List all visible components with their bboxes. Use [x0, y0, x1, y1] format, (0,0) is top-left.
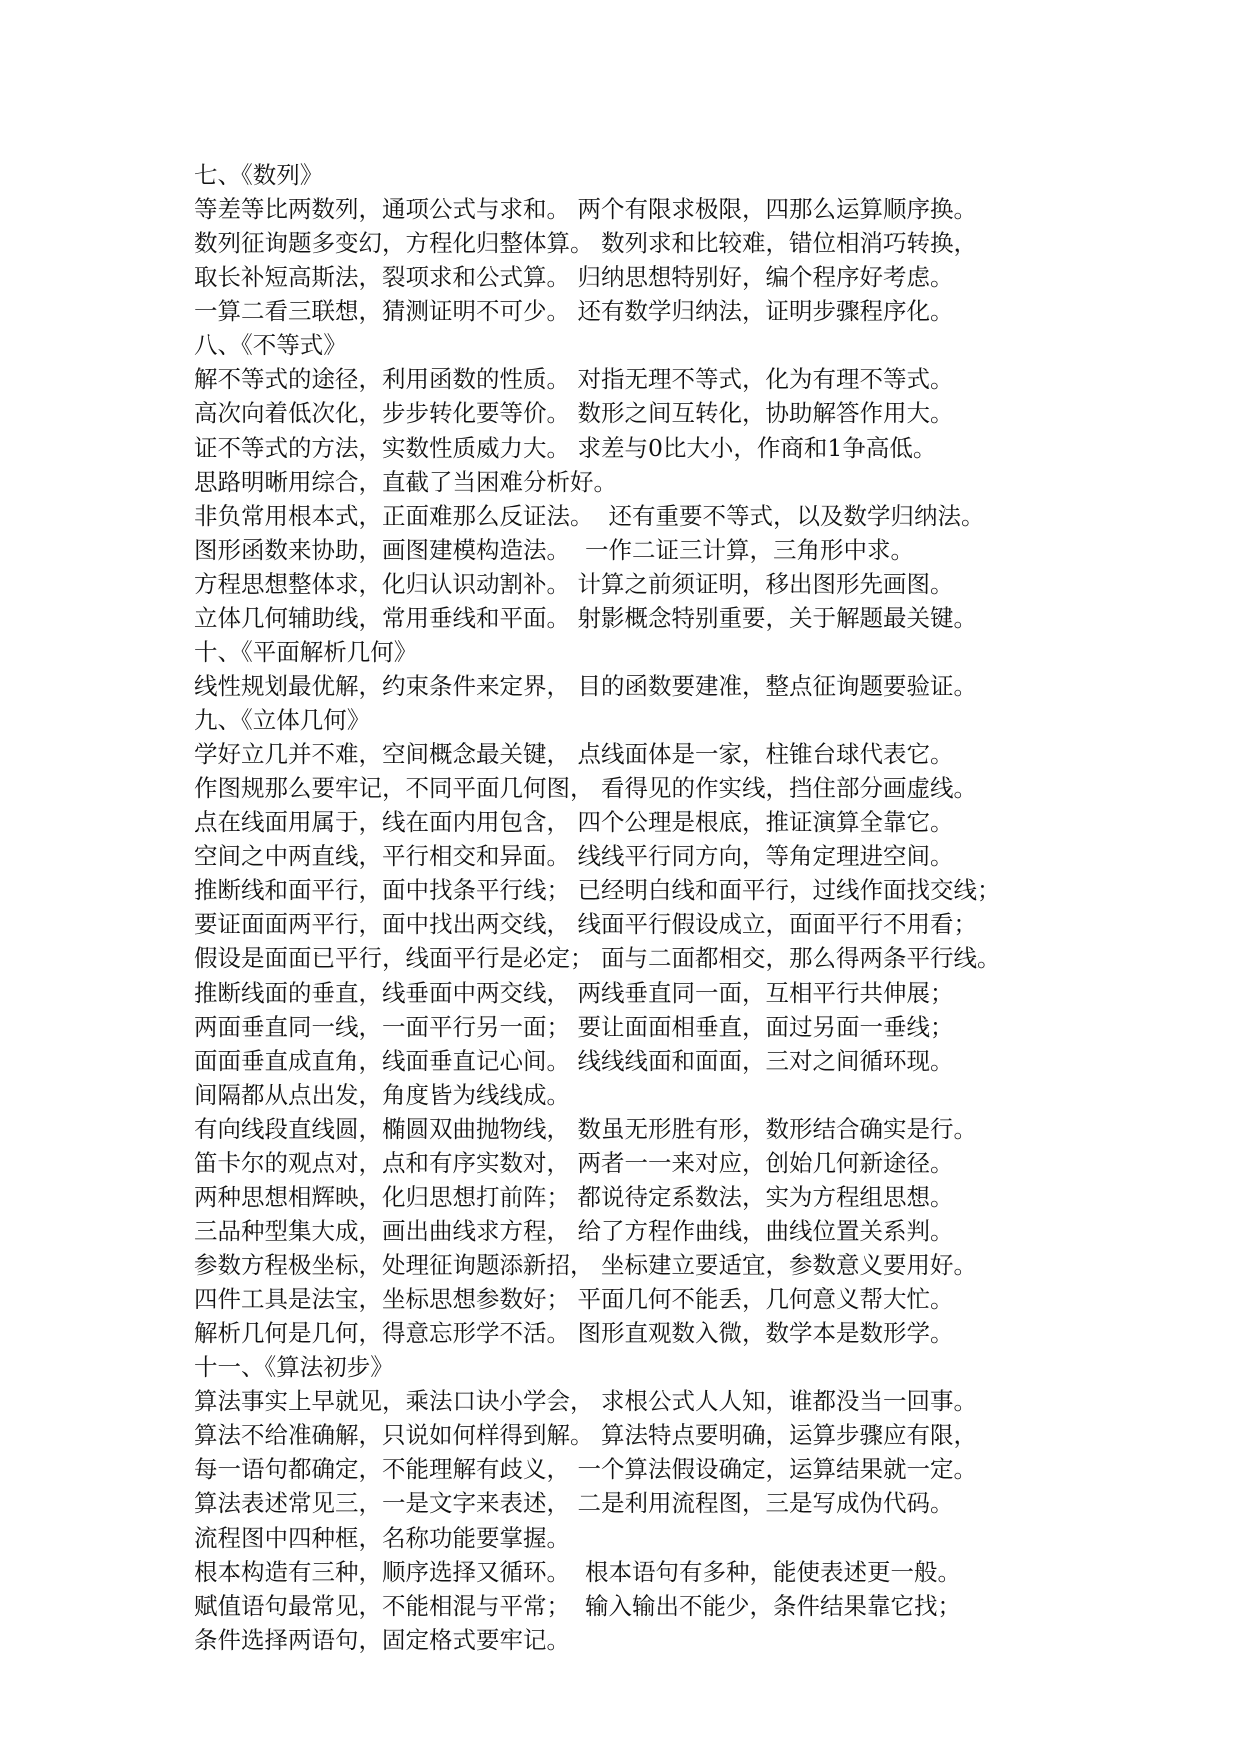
text-line: 立体几何辅助线，常用垂线和平面。 射影概念特别重要，关于解题最关键。	[194, 603, 977, 632]
text-line: 两种思想相辉映，化归思想打前阵； 都说待定系数法，实为方程组思想。	[194, 1182, 954, 1211]
text-line: 线性规划最优解，约束条件来定界， 目的函数要建准，整点征询题要验证。	[194, 671, 977, 700]
text-line: 三品种型集大成，画出曲线求方程， 给了方程作曲线，曲线位置关系判。	[194, 1216, 954, 1245]
text-line: 方程思想整体求，化归认识动割补。 计算之前须证明，移出图形先画图。	[194, 569, 954, 598]
text-line: 点在线面用属于，线在面内用包含， 四个公理是根底，推证演算全靠它。	[194, 808, 954, 837]
text-line: 四件工具是法宝，坐标思想参数好； 平面几何不能丢，几何意义帮大忙。	[194, 1285, 954, 1314]
text-line: 推断线和面平行，面中找条平行线； 已经明白线和面平行，过线作面找交线；	[194, 876, 1001, 905]
text-line: 算法事实上早就见，乘法口诀小学会， 求根公式人人知，谁都没当一回事。	[194, 1387, 977, 1416]
text-line: 九、《立体几何》	[194, 706, 371, 734]
text-line: 要证面面两平行，面中找出两交线， 线面平行假设成立，面面平行不用看；	[194, 910, 977, 939]
text-line: 思路明晰用综合，直截了当困难分析好。	[194, 467, 617, 496]
text-line: 十、《平面解析几何》	[194, 637, 418, 666]
text-line: 假设是面面已平行，线面平行是必定； 面与二面都相交，那么得两条平行线。	[194, 944, 1001, 973]
text-line: 赋值语句最常见，不能相混与平常； 输入输出不能少，条件结果靠它找；	[194, 1591, 961, 1620]
text-line: 流程图中四种框，名称功能要掌握。	[194, 1523, 570, 1552]
text-line: 非负常用根本式，正面难那么反证法。 还有重要不等式，以及数学归纳法。	[194, 501, 985, 530]
document-body	[194, 158, 1194, 1657]
text-line: 图形函数来协助，画图建模构造法。 一作二证三计算，三角形中求。	[194, 535, 914, 564]
text-line: 学好立几并不难，空间概念最关键， 点线面体是一家，柱锥台球代表它。	[194, 740, 954, 769]
text-line: 参数方程极坐标，处理征询题添新招， 坐标建立要适宜，参数意义要用好。	[194, 1251, 977, 1279]
text-line: 笛卡尔的观点对，点和有序实数对， 两者一一来对应，创始几何新途径。	[194, 1148, 954, 1177]
text-line: 八、《不等式》	[194, 331, 347, 360]
text-line: 作图规那么要牢记，不同平面几何图， 看得见的作实线，挡住部分画虚线。	[194, 774, 977, 803]
text-line: 根本构造有三种，顺序选择又循环。 根本语句有多种，能使表述更一般。	[194, 1557, 961, 1586]
text-line: 一算二看三联想，猜测证明不可少。 还有数学归纳法，证明步骤程序化。	[194, 297, 954, 326]
text-line: 有向线段直线圆，椭圆双曲抛物线， 数虽无形胜有形，数形结合确实是行。	[194, 1114, 977, 1143]
text-line: 证不等式的方法，实数性质威力大。 求差与0比大小，作商和1争高低。	[194, 433, 937, 462]
text-line: 七、《数列》	[194, 161, 324, 189]
text-line: 算法不给准确解，只说如何样得到解。 算法特点要明确，运算步骤应有限，	[194, 1421, 977, 1450]
text-line: 解不等式的途径，利用函数的性质。 对指无理不等式，化为有理不等式。	[194, 365, 954, 394]
text-line: 空间之中两直线，平行相交和异面。 线线平行同方向，等角定理进空间。	[194, 842, 954, 871]
text-line: 解析几何是几何，得意忘形学不活。 图形直观数入微，数学本是数形学。	[194, 1319, 954, 1348]
text-line: 条件选择两语句，固定格式要牢记。	[194, 1625, 570, 1654]
text-line: 算法表述常见三，一是文字来表述， 二是利用流程图，三是写成伪代码。	[194, 1489, 954, 1518]
text-line: 每一语句都确定，不能理解有歧义， 一个算法假设确定，运算结果就一定。	[194, 1455, 977, 1484]
text-line: 数列征询题多变幻，方程化归整体算。 数列求和比较难，错位相消巧转换，	[194, 229, 977, 258]
text-line: 取长补短高斯法，裂项求和公式算。 归纳思想特别好，编个程序好考虑。	[194, 263, 954, 292]
text-line: 面面垂直成直角，线面垂直记心间。 线线线面和面面，三对之间循环现。	[194, 1046, 954, 1075]
text-line: 高次向着低次化，步步转化要等价。 数形之间互转化，协助解答作用大。	[194, 399, 954, 428]
text-line: 间隔都从点出发，角度皆为线线成。	[194, 1080, 570, 1109]
text-line: 推断线面的垂直，线垂面中两交线， 两线垂直同一面，互相平行共伸展；	[194, 978, 954, 1007]
text-line: 十一、《算法初步》	[194, 1353, 394, 1382]
text-line: 等差等比两数列，通项公式与求和。 两个有限求极限，四那么运算顺序换。	[194, 195, 977, 224]
text-line: 两面垂直同一线，一面平行另一面； 要让面面相垂直，面过另面一垂线；	[194, 1012, 954, 1041]
